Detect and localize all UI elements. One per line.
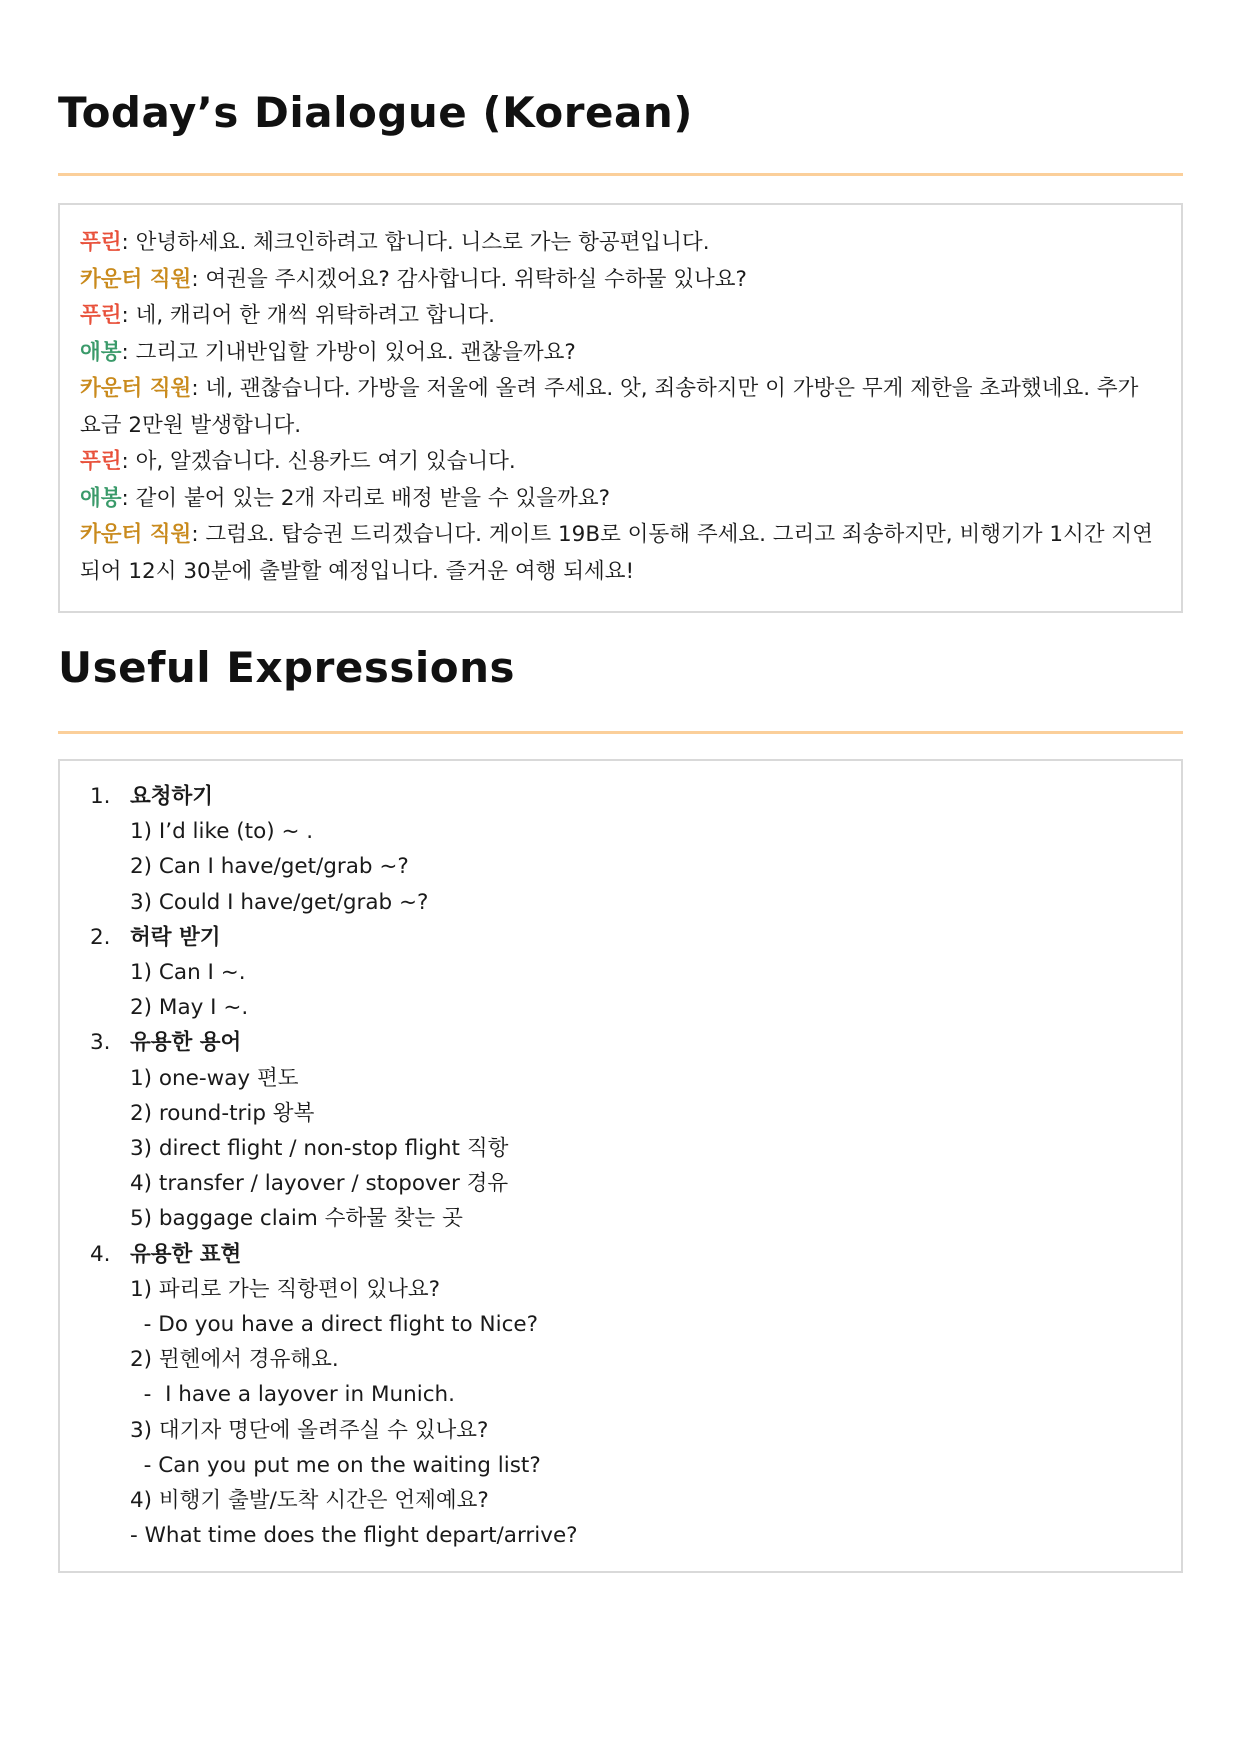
dialogue-text: : 여권을 주시겠어요? 감사합니다. 위탁하실 수하물 있나요? <box>191 266 747 292</box>
speaker-name: 카운터 직원 <box>80 522 192 547</box>
dialogue-text: : 아, 알겠습니다. 신용카드 여기 있습니다. <box>121 449 516 474</box>
dialogue-line <box>80 298 1161 335</box>
expression-line: 4) 비행기 출발/도착 시간은 언제예요? <box>130 1488 489 1514</box>
expression-line: 1) one-way 편도 <box>130 1065 299 1091</box>
dialogue-text: : 네, 캐리어 한 개씩 위탁하려고 합니다. <box>121 303 496 328</box>
expression-group-title: 유용한 용어 <box>130 1030 242 1056</box>
expression-line: 3) Could I have/get/grab ~? <box>130 889 429 915</box>
expression-line: - Can you put me on the waiting list? <box>130 1452 541 1478</box>
expression-line: 1) I’d like (to) ~ . <box>130 819 314 845</box>
expression-group <box>90 1237 1161 1554</box>
expression-line: 2) round-trip 왕복 <box>130 1100 315 1126</box>
expression-group-title: 허락 받기 <box>130 924 221 950</box>
list-number: 3. <box>90 1030 111 1056</box>
expression-line: - What time does the flight depart/arrive? <box>130 1523 578 1549</box>
speaker-name: 카운터 직원 <box>80 376 192 401</box>
expression-line: 2) 뮌헨에서 경유해요. <box>130 1347 339 1373</box>
expression-line: 2) Can I have/get/grab ~? <box>130 854 409 880</box>
expression-line: 2) May I ~. <box>130 995 249 1021</box>
list-number: 4. <box>90 1241 111 1267</box>
speaker-name: 푸린 <box>80 230 122 255</box>
expressions-title: Useful Expressions <box>58 643 515 692</box>
dialogue-line <box>80 371 1161 444</box>
expression-line: 3) 대기자 명단에 올려주실 수 있나요? <box>130 1417 489 1443</box>
dialogue-text: : 네, 괜찮습니다. 가방을 저울에 올려 주세요. 앗, 죄송하지만 이 가방은 무게 제한을 초과했네요. 추가 요금 2만원 발생합니다. <box>80 376 1139 438</box>
list-number: 2. <box>90 924 111 950</box>
dialogue-text: : 같이 붙어 있는 2개 자리로 배정 받을 수 있을까요? <box>121 485 611 511</box>
dialogue-box <box>58 203 1183 613</box>
dialogue-line <box>80 481 1161 518</box>
expression-group <box>90 1025 1161 1236</box>
expression-line: 1) 파리로 가는 직항편이 있나요? <box>130 1276 441 1302</box>
expression-group-title: 유용한 표현 <box>130 1241 242 1267</box>
list-number: 1. <box>90 784 111 809</box>
title-divider <box>58 731 1183 734</box>
dialogue-line <box>80 262 1161 299</box>
dialogue-text: : 안녕하세요. 체크인하려고 합니다. 니스로 가는 항공편입니다. <box>121 230 710 255</box>
dialogue-line <box>80 335 1161 372</box>
speaker-name: 애봉 <box>80 339 122 365</box>
expression-line: 5) baggage claim 수하물 찾는 곳 <box>130 1206 463 1232</box>
speaker-name: 애봉 <box>80 485 122 511</box>
expression-group <box>90 779 1161 920</box>
dialogue-line <box>80 444 1161 481</box>
expression-line: 1) Can I ~. <box>130 960 246 986</box>
dialogue-line <box>80 225 1161 262</box>
speaker-name: 푸린 <box>80 449 122 474</box>
dialogue-line <box>80 517 1161 590</box>
expression-group-header <box>90 1025 1161 1060</box>
title-divider <box>58 173 1183 176</box>
dialogue-text: : 그리고 기내반입할 가방이 있어요. 괜찮을까요? <box>121 339 576 365</box>
dialogue-text: : 그럼요. 탑승권 드리겠습니다. 게이트 19B로 이동해 주세요. 그리고 죄송하지만, 비행기가 1시간 지연되어 12시 30분에 출발할 예정입니다. 즐거운 여행 되세요! <box>80 522 1153 584</box>
expression-group-header <box>90 779 1161 814</box>
expression-group <box>90 920 1161 1026</box>
speaker-name: 푸린 <box>80 303 122 328</box>
expressions-list <box>90 779 1161 1553</box>
expression-line: 3) direct flight / non-stop flight 직항 <box>130 1136 509 1162</box>
dialogue-title: Today’s Dialogue (Korean) <box>58 88 693 137</box>
expression-line: - Do you have a direct flight to Nice? <box>130 1312 539 1338</box>
expression-group-title: 요청하기 <box>130 784 214 809</box>
expression-group-header <box>90 920 1161 955</box>
expressions-box <box>58 759 1183 1573</box>
expression-line: - I have a layover in Munich. <box>130 1382 456 1408</box>
expression-group-header <box>90 1237 1161 1272</box>
expression-line: 4) transfer / layover / stopover 경유 <box>130 1171 509 1197</box>
speaker-name: 카운터 직원 <box>80 266 192 292</box>
